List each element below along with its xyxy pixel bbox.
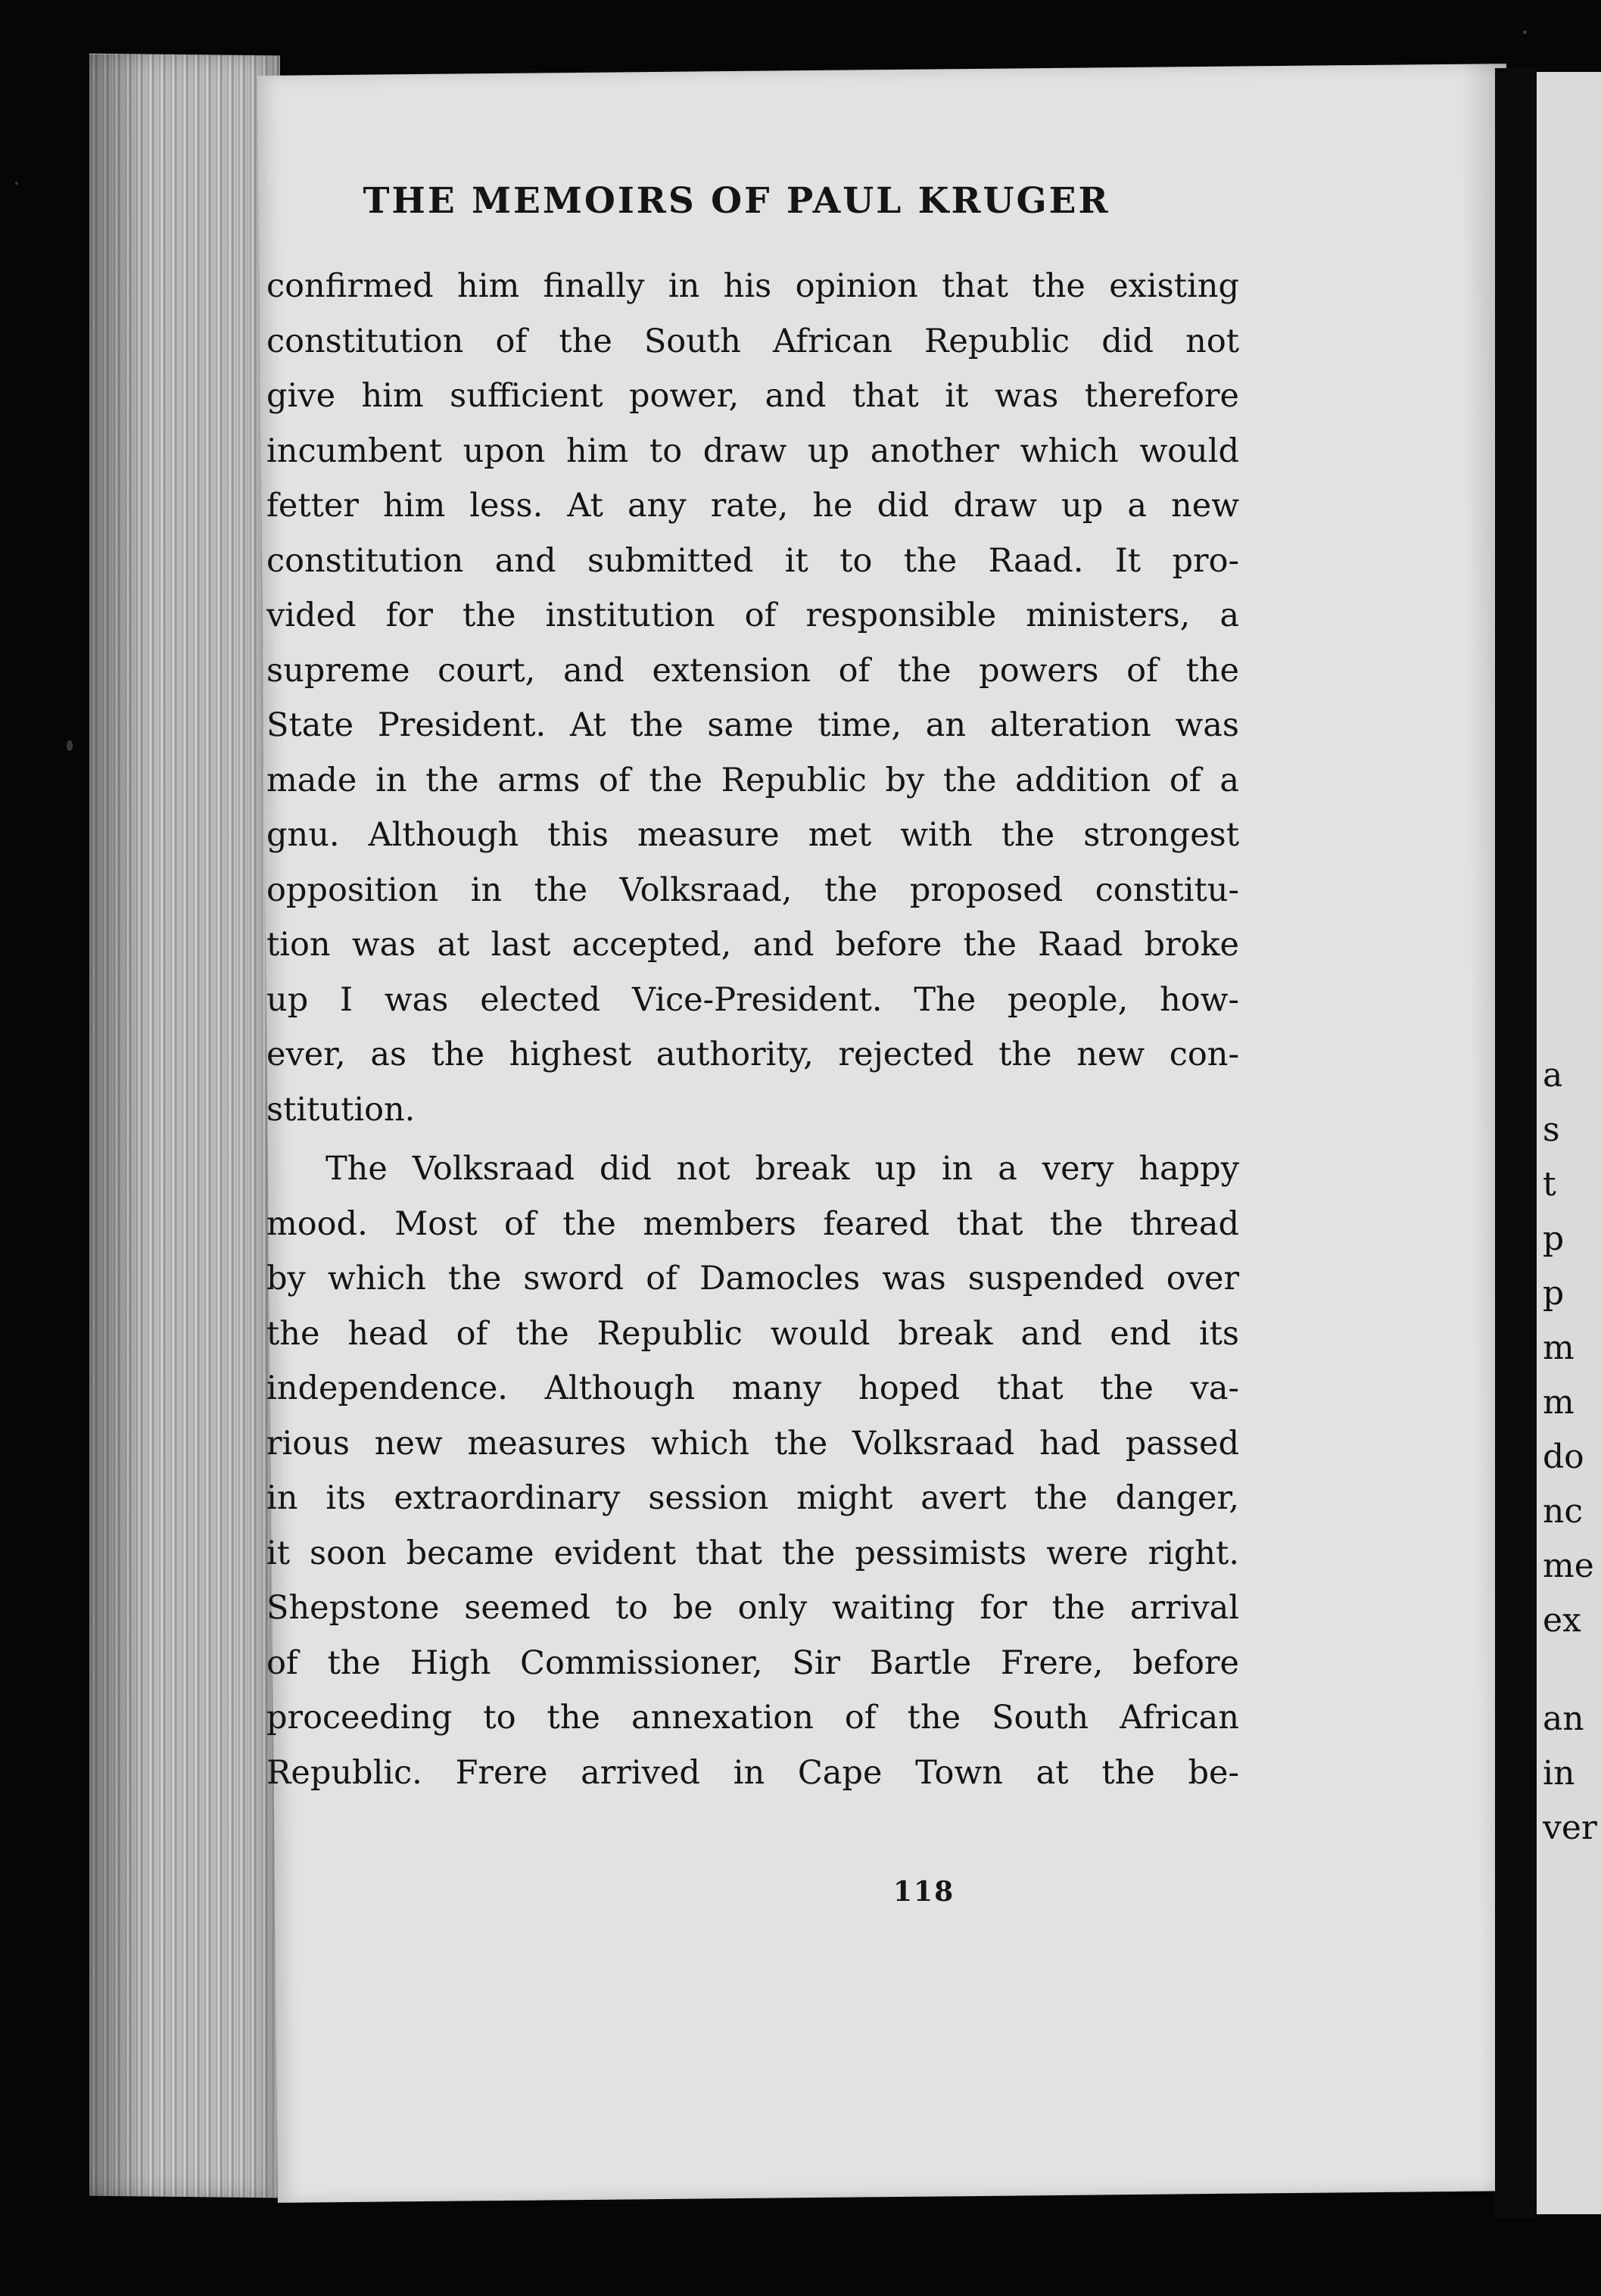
facing-fragment: t xyxy=(1543,1165,1556,1204)
text-line: in its extraordinary session might avert the danger, xyxy=(266,1479,1239,1517)
text-line: opposition in the Volksraad, the proposed constitu- xyxy=(266,871,1239,909)
text-line: it soon became evident that the pessimists were right. xyxy=(266,1534,1239,1572)
text-line: constitution of the South African Republic did not xyxy=(266,322,1239,360)
paragraph-1 xyxy=(266,259,1239,1137)
facing-fragment: ex xyxy=(1543,1601,1581,1640)
facing-fragment: p xyxy=(1543,1220,1565,1258)
text-line: up I was elected Vice-President. The people, how- xyxy=(266,980,1239,1019)
facing-fragment: m xyxy=(1543,1329,1575,1367)
facing-fragment: s xyxy=(1543,1111,1560,1149)
text-line: confirmed him finally in his opinion that the existing xyxy=(266,267,1239,305)
facing-fragment: do xyxy=(1543,1438,1584,1476)
text-line: give him sufficient power, and that it was therefore xyxy=(266,377,1239,415)
text-line: State President. At the same time, an alteration was xyxy=(266,706,1239,744)
facing-fragment: me xyxy=(1543,1547,1594,1585)
facing-fragment: m xyxy=(1543,1383,1575,1422)
facing-fragment: nc xyxy=(1543,1492,1583,1531)
facing-fragment: in xyxy=(1543,1754,1575,1793)
facing-page xyxy=(1537,72,1601,2214)
dust-speck xyxy=(67,740,73,751)
dust-speck xyxy=(15,182,18,185)
text-line: stitution. xyxy=(266,1090,416,1129)
facing-fragment: an xyxy=(1543,1699,1584,1738)
text-line: independence. Although many hoped that the va- xyxy=(266,1369,1239,1407)
facing-fragment: a xyxy=(1543,1056,1563,1095)
running-head: THE MEMOIRS OF PAUL KRUGER xyxy=(363,180,1110,222)
text-line: ever, as the highest authority, rejected the new con- xyxy=(266,1036,1239,1073)
text-line: made in the arms of the Republic by the addition of a xyxy=(266,761,1239,799)
text-line: the head of the Republic would break and end its xyxy=(266,1314,1239,1353)
page-edges-shadow xyxy=(89,55,150,2197)
body-text xyxy=(266,259,1239,1800)
paragraph-2 xyxy=(266,1142,1239,1800)
text-line: constitution and submitted it to the Raad. It pro- xyxy=(266,541,1239,580)
facing-fragment: ver xyxy=(1543,1808,1597,1847)
text-line: rious new measures which the Volksraad had passed xyxy=(266,1424,1239,1463)
text-line: vided for the institution of responsible ministers, a xyxy=(266,597,1239,634)
text-line: supreme court, and extension of the powers of the xyxy=(266,651,1239,690)
dust-speck xyxy=(1523,30,1527,34)
text-line: Shepstone seemed to be only waiting for the arrival xyxy=(266,1589,1239,1627)
page-number: 118 xyxy=(893,1876,955,1908)
text-line: by which the sword of Damocles was suspended over xyxy=(266,1260,1239,1298)
text-line: proceeding to the annexation of the South African xyxy=(266,1699,1239,1737)
text-line: mood. Most of the members feared that the thread xyxy=(266,1204,1239,1243)
text-line: The Volksraad did not break up in a very happy xyxy=(325,1150,1239,1188)
text-line: tion was at last accepted, and before the Raad broke xyxy=(266,926,1239,964)
text-line: incumbent upon him to draw up another which would xyxy=(266,431,1239,470)
text-line: fetter him less. At any rate, he did draw up a new xyxy=(266,487,1239,525)
text-line: gnu. Although this measure met with the strongest xyxy=(266,816,1239,854)
facing-fragment: p xyxy=(1543,1274,1565,1313)
text-line: Republic. Frere arrived in Cape Town at the be- xyxy=(266,1753,1239,1792)
book-gutter xyxy=(1495,68,1537,2218)
text-line: of the High Commissioner, Sir Bartle Frere, before xyxy=(266,1643,1239,1682)
